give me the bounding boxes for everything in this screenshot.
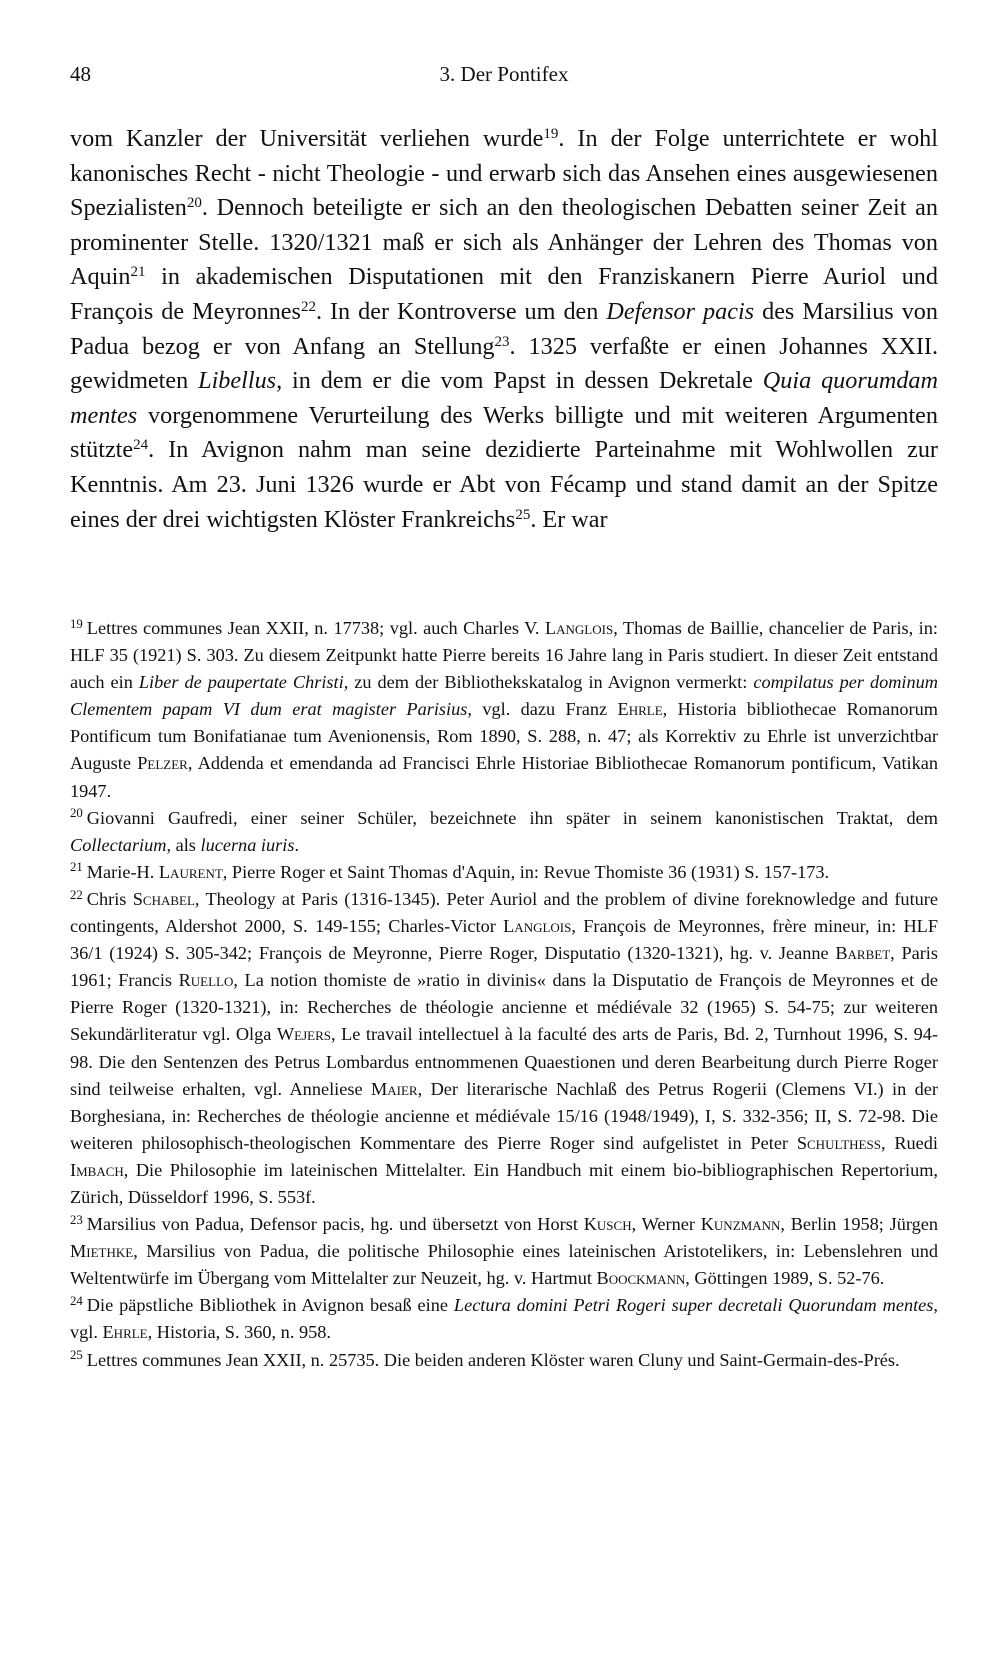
- text-run: als: [171, 834, 201, 855]
- text-run: .: [294, 834, 300, 855]
- footnote-ref-23: 23: [494, 333, 510, 350]
- text-run: des Marsilius von Padua bezog er von Anfang an Stellung: [70, 297, 938, 360]
- italic-title: Collectarium,: [70, 834, 172, 855]
- footnote-ref-25: 25: [515, 506, 531, 523]
- author-name: Ehrle: [102, 1322, 148, 1343]
- author-name: Ruello: [178, 970, 234, 991]
- footnote-number: 19: [70, 616, 83, 631]
- text-run: . In Avignon nahm man seine dezidierte Parteinahme mit Wohlwollen zur Kenntnis. Am 23. Juni 1326 wurde er Abt von Fécamp und stand damit an der Spitze eines der drei wichtigsten Klöster Frankreichs: [70, 436, 938, 533]
- footnote-20: [70, 805, 938, 859]
- footnote-19: [70, 615, 938, 805]
- text-run: . 1325 verfaßte er einen Johannes XXII. gewidmeten: [70, 332, 938, 395]
- text-run: , Thomas de Baillie, chancelier de Paris, in: HLF 35 (1921) S. 303. Zu diesem Zeitpunkt hatte Pierre bereits 16 Jahre lang in Paris studiert. In dieser Zeit entstand auch ein: [70, 618, 938, 693]
- author-name: Maier: [371, 1078, 418, 1099]
- footnote-number: 24: [70, 1293, 83, 1308]
- text-run: , Paris 1961; Francis: [70, 943, 939, 991]
- footnote-22: [70, 886, 938, 1211]
- text-run: Marsilius von Padua, Defensor pacis, hg. und übersetzt von Horst: [86, 1214, 584, 1235]
- text-run: . Dennoch beteiligte er sich an den theologischen Debatten seiner Zeit an prominenter Stelle. 1320/1321 maß er sich als Anhänger der Lehren des Thomas von Aquin: [70, 194, 938, 291]
- footnote-ref-19: 19: [543, 125, 559, 142]
- footnote-ref-22: 22: [300, 298, 316, 315]
- footnote-ref-21: 21: [130, 264, 146, 281]
- footnote-number: 23: [70, 1212, 83, 1227]
- text-run: , Ruedi: [880, 1132, 938, 1153]
- footnote-ref-24: 24: [133, 437, 149, 454]
- italic-title: Defensor pacis: [606, 297, 755, 325]
- footnote-25: [70, 1347, 938, 1374]
- text-run: in dem er die vom Papst in dessen Dekretale: [282, 367, 763, 395]
- italic-quote: compilatus per dominum Clementem papam VI dum erat magister Parisius,: [70, 672, 938, 720]
- text-run: . Er war: [530, 505, 608, 533]
- text-run: vorgenommene Verurteilung des Werks billigte und mit weiteren Argumenten stützte: [70, 401, 938, 464]
- author-name: Langlois: [544, 618, 614, 638]
- footnote-number: 22: [70, 887, 83, 902]
- text-run: , Pierre Roger et Saint Thomas d'Aquin, in: Revue Thomiste 36 (1931) S. 157-173.: [222, 861, 830, 882]
- text-run: , Le travail intellectuel à la faculté des arts de Paris, Bd. 2, Turnhout 1996, S. 94-98. Die den Sentenzen des Petrus Lombardus entnommenen Quaestionen und deren Bearbeitung durch Pierre Roger sind teilweise erhalten, vgl. Anneliese: [70, 1024, 938, 1099]
- text-run: , Marsilius von Padua, die politische Philosophie eines lateinischen Aristotelikers, in: Lebenslehren und Weltentwürfe im Übergang vom Mittelalter zur Neuzeit, hg. v. Hartmut: [70, 1241, 938, 1289]
- author-name: Ehrle: [617, 699, 663, 720]
- text-run: , François de Meyronnes, frère mineur, in: HLF 36/1 (1924) S. 305-342; François de Meyronne, Pierre Roger, Disputatio (1320-1321), hg. v. Jeanne: [70, 916, 938, 964]
- text-run: Giovanni Gaufredi, einer seiner Schüler, bezeichnete ihn später in seinem kanonistischen Traktat, dem: [86, 807, 938, 828]
- italic-title: Lectura domini Petri Rogeri super decretali Quorundam mentes,: [453, 1295, 938, 1316]
- author-name: Imbach: [70, 1159, 124, 1180]
- text-run: . In der Kontroverse um den: [315, 297, 607, 325]
- footnote-23: [70, 1211, 938, 1292]
- text-run: , Theology at Paris (1316-1345). Peter Auriol and the problem of divine foreknowledge and future contingents, Aldershot 2000, S. 149-155; Charles-Victor: [70, 888, 938, 937]
- footnote-number: 21: [70, 860, 83, 875]
- text-run: Chris: [86, 888, 133, 909]
- text-run: , La notion thomiste de »ratio in divinis« dans la Disputatio de François de Meyronnes et de Pierre Roger (1320-1321), in: Recherches de théologie ancienne et médiévale 32 (1965) S. 54-75; zur weiteren Sekundärliteratur vgl. Olga: [70, 970, 938, 1045]
- author-name: Pelzer: [137, 753, 188, 774]
- main-text: [70, 122, 938, 537]
- footnote-number: 25: [70, 1348, 83, 1363]
- italic-quote: lucerna iuris: [200, 834, 295, 855]
- text-run: zu dem der Bibliothekskatalog in Avignon vermerkt:: [348, 672, 754, 693]
- text-run: , Der literarische Nachlaß des Petrus Rogerii (Clemens VI.) in der Borghesiana, in: Recherches de théologie ancienne et médiévale 15/16 (1948/1949), I, S. 332-356; II, S. 72-98. Die weiteren philosophisch-theologischen Kommentare des Pierre Roger sind aufgelistet in Peter: [70, 1078, 938, 1153]
- text-run: , Addenda et emendanda ad Francisci Ehrle Historiae Bibliothecae Romanorum pontificum, Vatikan 1947.: [70, 753, 938, 801]
- text-run: Die päpstliche Bibliothek in Avignon besaß eine: [86, 1295, 454, 1316]
- text-run: Marie-H.: [86, 861, 159, 882]
- page-number: 48: [70, 62, 91, 86]
- running-title: 3. Der Pontifex: [439, 62, 569, 86]
- author-name: Schabel: [132, 888, 195, 909]
- author-name: Barbet: [835, 943, 891, 964]
- page-header: [70, 62, 938, 96]
- text-run: , Historia, S. 360, n. 958.: [147, 1322, 331, 1343]
- author-name: Miethke: [70, 1241, 134, 1262]
- text-run: . In der Folge unterrichtete er wohl kanonisches Recht - nicht Theologie - und erwarb sich das Ansehen eines ausgewiesenen Spezialisten: [70, 125, 938, 222]
- text-run: , Berlin 1958; Jürgen: [780, 1214, 939, 1235]
- author-name: Kusch: [583, 1214, 632, 1235]
- text-run: Lettres communes Jean XXII, n. 25735. Die beiden anderen Klöster waren Cluny und Saint-Germain-des-Prés.: [86, 1349, 900, 1370]
- italic-title: Quia quorumdam mentes: [70, 367, 938, 429]
- footnotes: [70, 615, 938, 1374]
- text-run: Lettres communes Jean XXII, n. 17738; vgl. auch Charles V.: [86, 618, 545, 638]
- text-run: , Werner: [631, 1214, 701, 1235]
- italic-title: Libellus,: [198, 367, 283, 395]
- footnote-24: [70, 1292, 938, 1346]
- author-name: Schulthess: [796, 1132, 881, 1153]
- text-run: vgl. dazu Franz: [471, 699, 618, 720]
- author-name: Laurent: [158, 861, 223, 882]
- text-run: , Göttingen 1989, S. 52-76.: [685, 1268, 885, 1289]
- author-name: Kunzmann: [700, 1214, 781, 1235]
- author-name: Boockmann: [596, 1268, 686, 1289]
- text-run: vgl.: [70, 1322, 103, 1343]
- footnote-number: 20: [70, 806, 83, 821]
- body-paragraph: [70, 122, 938, 537]
- text-run: vom Kanzler der Universität verliehen wurde: [70, 125, 544, 152]
- text-run: , Die Philosophie im lateinischen Mittelalter. Ein Handbuch mit einem bio-bibliographischen Repertorium, Zürich, Düsseldorf 1996, S. 553f.: [70, 1159, 938, 1207]
- author-name: Wejers: [276, 1024, 332, 1045]
- text-run: in akademischen Disputationen mit den Franziskanern Pierre Auriol und François de Meyronnes: [70, 263, 938, 325]
- author-name: Langlois: [503, 916, 572, 937]
- text-run: , Historia bibliothecae Romanorum Pontificum tum Bonifatianae tum Avenionensis, Rom 1890, S. 288, n. 47; als Korrektiv zu Ehrle ist unverzichtbar Auguste: [70, 699, 938, 774]
- footnote-ref-20: 20: [186, 194, 202, 211]
- footnote-21: [70, 859, 938, 886]
- italic-title: Liber de paupertate Christi,: [138, 672, 349, 693]
